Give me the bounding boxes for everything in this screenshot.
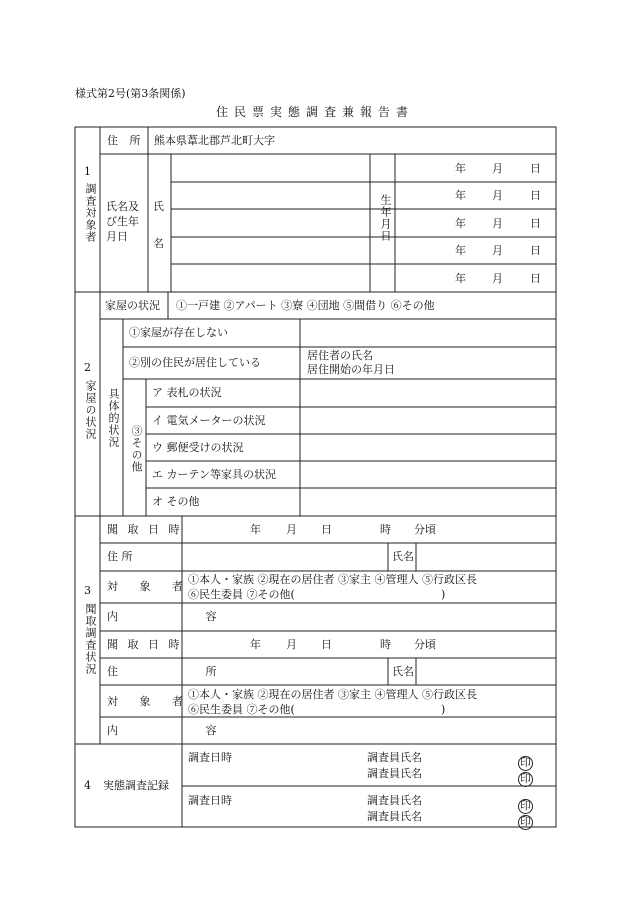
s3b-content-label: 内 容 [107, 724, 259, 737]
section4-number: 4 [84, 779, 91, 792]
s3b-datetime-label: 聞 取 日 時 [107, 638, 183, 651]
s3a-content-label: 内 容 [107, 610, 259, 623]
s1-row3-year: 年 [455, 217, 466, 230]
s4-row2-investigator-1: 調査員氏名 [367, 794, 422, 807]
s3b-target-label: 対 象 者 [107, 695, 192, 708]
s2-item-u: ウ 郵便受けの状況 [152, 441, 244, 454]
s2-house-label: 家屋の状況 [105, 299, 160, 312]
s4-row1-investigator-2: 調査員氏名 [367, 767, 422, 780]
s1-address-value: 熊本県葦北郡芦北町大字 [154, 134, 275, 147]
s3b-minute: 分頃 [414, 638, 436, 651]
s3b-hour: 時 [380, 638, 391, 651]
s1-row3-day: 日 [530, 217, 541, 230]
s3a-minute: 分頃 [414, 523, 436, 536]
s3a-year: 年 [250, 523, 261, 536]
s3a-datetime-label: 聞 取 日 時 [107, 523, 183, 536]
s1-row4-year: 年 [455, 244, 466, 257]
s3a-name-label: 氏名 [392, 550, 414, 563]
s1-mei: 名 [153, 237, 164, 250]
s2-item-e: エ カーテン等家具の状況 [152, 468, 276, 481]
s1-row3-month: 月 [492, 217, 503, 230]
seal-icon: 印 [520, 772, 531, 785]
s1-row5-day: 日 [530, 272, 541, 285]
s2-item-i: イ 電気メーターの状況 [152, 414, 266, 427]
s2-item-o: オ その他 [152, 495, 200, 508]
s1-address-label: 住 所 [107, 134, 145, 147]
s2-resident-name: 居住者の氏名 [307, 349, 373, 362]
section3-number: 3 [84, 584, 91, 597]
s1-row4-day: 日 [530, 244, 541, 257]
s3a-day: 日 [321, 523, 332, 536]
s1-row1-month: 月 [492, 162, 503, 175]
section1-label: 調査対象者 [84, 183, 97, 243]
s2-item-a: ア 表札の状況 [152, 386, 222, 399]
section4-label: 実態調査記録 [103, 779, 169, 792]
s3b-address-label: 住 所 [107, 665, 259, 678]
form-code: 様式第2号(第3条関係) [75, 87, 186, 100]
s1-row5-month: 月 [492, 272, 503, 285]
s1-row5-year: 年 [455, 272, 466, 285]
section3-label: 聞取調査状況 [84, 603, 97, 675]
s3b-day: 日 [321, 638, 332, 651]
seal-icon: 印 [520, 815, 531, 828]
s4-row2-seal-2 [518, 810, 533, 830]
s4-row2-date-label: 調査日時 [188, 794, 232, 807]
s3a-target-line2b: ) [441, 588, 446, 601]
s3a-target-label: 対 象 者 [107, 580, 192, 593]
s3b-target-line2a: ⑥民生委員 ⑦その他( [188, 703, 295, 716]
s3b-year: 年 [250, 638, 261, 651]
s3a-target-line1: ①本人・家族 ②現在の居住者 ③家主 ④管理人 ⑤行政区長 [188, 573, 477, 586]
s1-birth-label: 生年月日 [379, 194, 392, 242]
document-title: 住民票実態調査兼報告書 [215, 105, 414, 119]
s3a-target-line2a: ⑥民生委員 ⑦その他( [188, 588, 295, 601]
s4-row1-date-label: 調査日時 [188, 751, 232, 764]
s4-row1-investigator-1: 調査員氏名 [367, 751, 422, 764]
s2-specific-label: 具体的状況 [107, 388, 120, 448]
s1-shi: 氏 [153, 200, 164, 213]
s4-row1-seal-2 [518, 767, 533, 787]
s2-house-options: ①一戸建 ②アパート ③寮 ④団地 ⑤間借り ⑥その他 [176, 299, 435, 312]
s1-row1-year: 年 [455, 162, 466, 175]
seal-icon: 印 [520, 799, 531, 812]
s1-name-dob-label-3: 月日 [106, 230, 128, 243]
s2-other-label: ③その他 [130, 425, 143, 473]
s1-row2-day: 日 [530, 189, 541, 202]
section2-label: 家屋の状況 [84, 380, 97, 440]
s3b-month: 月 [286, 638, 297, 651]
s2-opt1: ①家屋が存在しない [129, 326, 228, 339]
s4-row2-investigator-2: 調査員氏名 [367, 810, 422, 823]
s1-row2-month: 月 [492, 189, 503, 202]
s2-resident-start: 居住開始の年月日 [307, 363, 395, 376]
s3b-name-label: 氏名 [392, 665, 414, 678]
section1-number: 1 [84, 165, 91, 178]
s1-row4-month: 月 [492, 244, 503, 257]
s3b-target-line1: ①本人・家族 ②現在の居住者 ③家主 ④管理人 ⑤行政区長 [188, 688, 477, 701]
s1-row1-day: 日 [530, 162, 541, 175]
s3a-month: 月 [286, 523, 297, 536]
s1-name-dob-label-1: 氏名及 [106, 200, 139, 213]
seal-icon: 印 [520, 756, 531, 769]
section2-number: 2 [84, 361, 91, 374]
s2-opt2: ②別の住民が居住している [129, 356, 261, 369]
s3b-target-line2b: ) [441, 703, 446, 716]
s1-row2-year: 年 [455, 189, 466, 202]
s3a-hour: 時 [380, 523, 391, 536]
s1-name-dob-label-2: び生年 [106, 215, 139, 228]
s3a-address-label-1: 住 所 [107, 550, 133, 563]
